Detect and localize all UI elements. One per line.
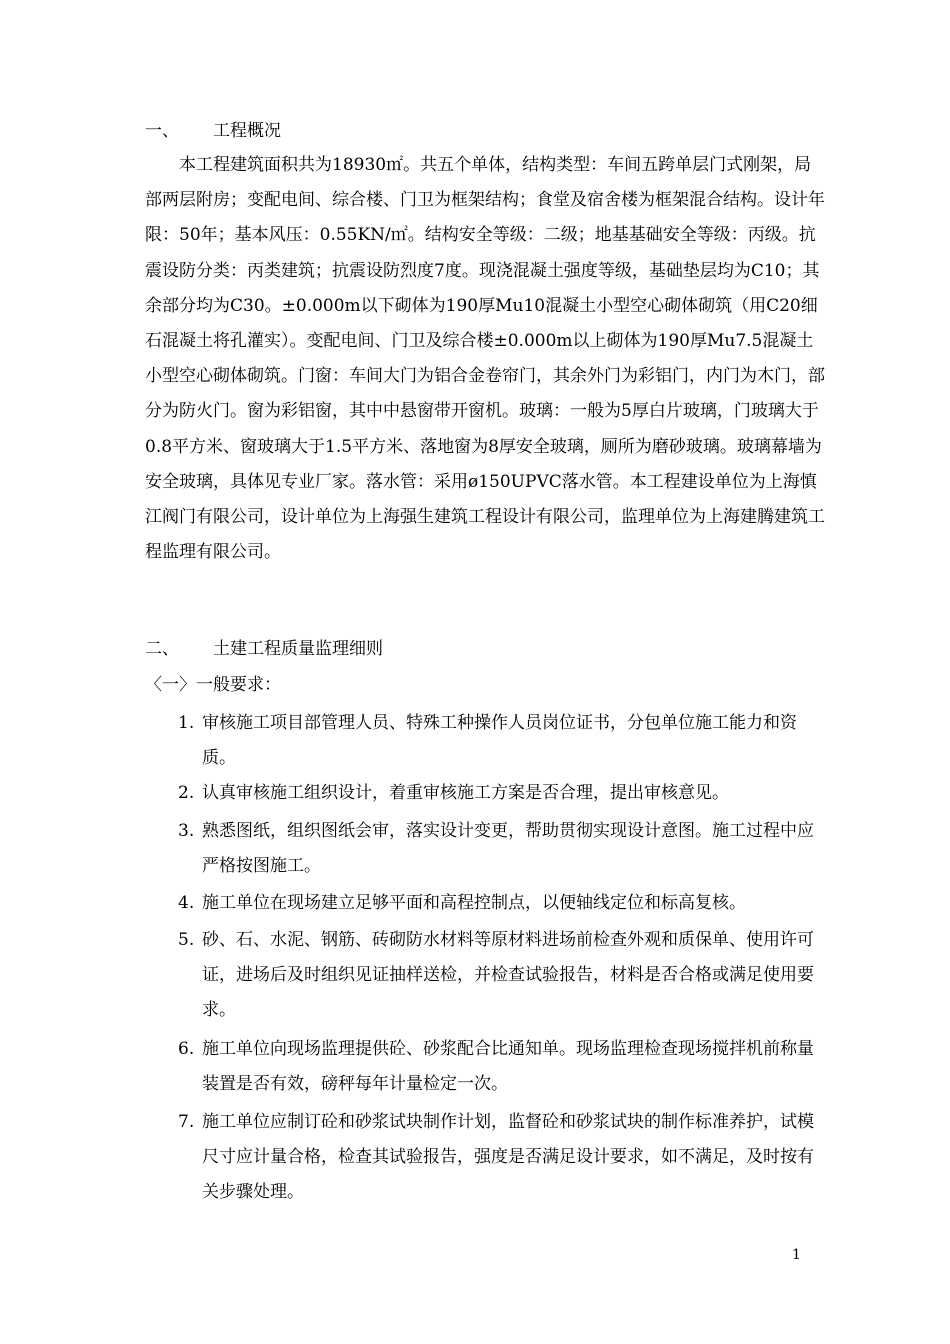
section-2-number: 二、 xyxy=(145,639,179,659)
list-item-text: 熟悉图纸，组织图纸会审，落实设计变更，帮助贯彻实现设计意图。施工过程中应严格按图施工。 xyxy=(202,821,814,877)
general-requirements-subheading: 〈一〉一般要求： xyxy=(145,675,281,695)
section-1-title: 工程概况 xyxy=(213,121,281,141)
list-item-number: 7. xyxy=(178,1112,195,1132)
list-item-text: 审核施工项目部管理人员、特殊工种操作人员岗位证书，分包单位施工能力和资质。 xyxy=(202,713,797,769)
project-overview-paragraph: 本工程建筑面积共为18930㎡。共五个单体，结构类型：车间五跨单层门式刚架，局部两层附房；变配电间、综合楼、门卫为框架结构；食堂及宿舍楼为框架混合结构。设计年限：50年；基本风压：0.55KN/㎡。结构安全等级：二级；地基基础安全等级：丙级。抗震设防分类：丙类建筑；抗震设防烈度7度。现浇混凝土强度等级，基础垫层均为C10；其余部分均为C30。±0.000m以下砌体为190厚Mu10混凝土小型空心砌体砌筑（用C20细石混凝土将孔灌实）。变配电间、门卫及综合楼±0.000m以上砌体为190厚Mu7.5混凝土小型空心砌体砌筑。门窗：车间大门为铝合金卷帘门，其余外门为彩铝门，内门为木门，部分为防火门。窗为彩铝窗，其中中悬窗带开窗机。玻璃：一般为5厚白片玻璃，门玻璃大于0.8平方米、窗玻璃大于1.5平方米、落地窗为8厚安全玻璃，厕所为磨砂玻璃。玻璃幕墙为安全玻璃，具体见专业厂家。落水管：采用ø150UPVC落水管。本工程建设单位为上海慎江阀门有限公司，设计单位为上海强生建筑工程设计有限公司，监理单位为上海建腾建筑工程监理有限公司。 xyxy=(145,155,825,563)
list-item-number: 1. xyxy=(178,713,195,733)
list-item-number: 2. xyxy=(178,783,195,803)
list-item-number: 4. xyxy=(178,893,195,913)
list-item xyxy=(178,1105,828,1211)
list-item-text: 施工单位向现场监理提供砼、砂浆配合比通知单。现场监理检查现场搅拌机前称量装置是否有效，磅秤每年计量检定一次。 xyxy=(202,1039,814,1095)
list-item xyxy=(178,886,828,921)
list-item-number: 6. xyxy=(178,1039,195,1059)
page-number: 1 xyxy=(792,1247,801,1263)
list-item-number: 5. xyxy=(178,930,195,950)
list-item-text: 施工单位在现场建立足够平面和高程控制点，以便轴线定位和标高复核。 xyxy=(202,893,746,913)
list-item-number: 3. xyxy=(178,821,195,841)
section-2-heading xyxy=(145,636,383,662)
list-item xyxy=(178,1032,828,1102)
list-item-text: 砂、石、水泥、钢筋、砖砌防水材料等原材料进场前检查外观和质保单、使用许可证，进场后及时组织见证抽样送检，并检查试验报告，材料是否合格或满足使用要求。 xyxy=(202,930,814,1021)
section-1-number: 一、 xyxy=(145,121,179,141)
section-1-heading xyxy=(145,118,281,144)
list-item xyxy=(178,923,828,1029)
list-item xyxy=(178,706,828,776)
list-item xyxy=(178,776,828,811)
list-item xyxy=(178,814,828,884)
list-item-text: 认真审核施工组织设计，着重审核施工方案是否合理，提出审核意见。 xyxy=(202,783,729,803)
section-2-title: 土建工程质量监理细则 xyxy=(213,639,383,659)
list-item-text: 施工单位应制订砼和砂浆试块制作计划，监督砼和砂浆试块的制作标准养护，试模尺寸应计量合格，检查其试验报告，强度是否满足设计要求，如不满足，及时按有关步骤处理。 xyxy=(202,1112,814,1203)
